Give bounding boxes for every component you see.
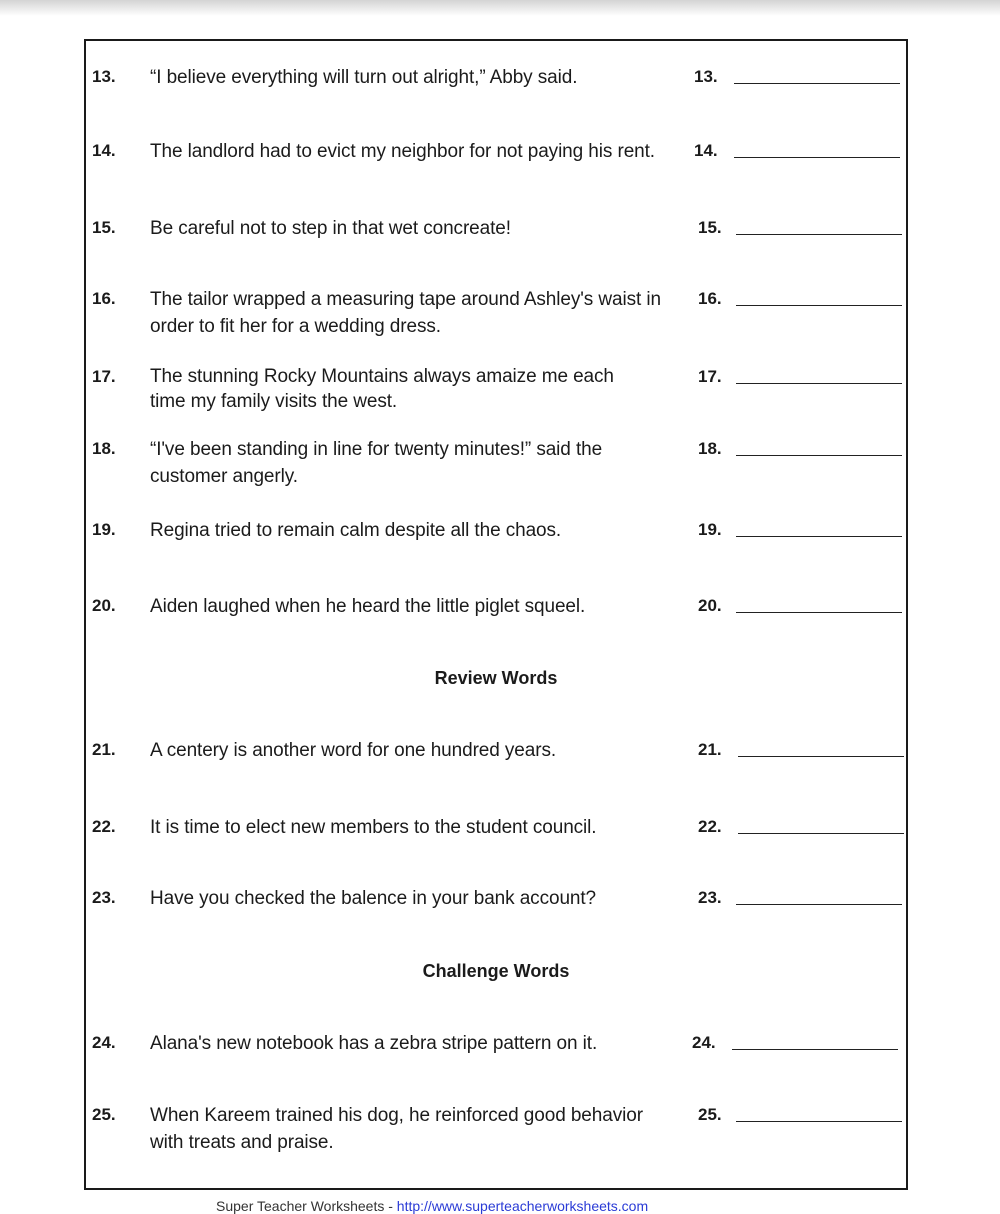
question-number: 17. xyxy=(92,367,116,386)
question-number: 20. xyxy=(92,596,116,615)
answer-number: 22. xyxy=(698,817,722,836)
challenge-words-heading: Challenge Words xyxy=(422,961,570,981)
viewer-top-edge xyxy=(0,0,1000,16)
answer-number: 25. xyxy=(698,1105,722,1124)
answer-blank[interactable] xyxy=(732,1049,898,1050)
answer-blank[interactable] xyxy=(734,83,900,84)
footer-link[interactable]: http://www.superteacherworksheets.com xyxy=(396,1198,649,1214)
question-number: 14. xyxy=(92,141,116,160)
question-number: 18. xyxy=(92,439,116,458)
footer-credit xyxy=(216,1198,648,1214)
answer-blank[interactable] xyxy=(736,536,902,537)
answer-blank[interactable] xyxy=(736,383,902,384)
question-sentence: “I believe everything will turn out alright,” Abby said. xyxy=(150,67,578,88)
question-sentence: Aiden laughed when he heard the little piglet squeel. xyxy=(150,596,586,617)
worksheet-box xyxy=(84,39,908,1190)
question-19 xyxy=(86,517,906,577)
question-22 xyxy=(86,814,906,874)
question-number: 21. xyxy=(92,740,116,759)
question-number: 13. xyxy=(92,67,116,86)
question-16 xyxy=(86,286,906,346)
footer-credit-text: Super Teacher Worksheets - xyxy=(216,1198,397,1214)
question-number: 23. xyxy=(92,888,116,907)
answer-blank[interactable] xyxy=(738,756,904,757)
answer-number: 16. xyxy=(698,289,722,308)
question-25 xyxy=(86,1102,906,1162)
answer-blank[interactable] xyxy=(736,612,902,613)
question-18 xyxy=(86,436,906,496)
question-23 xyxy=(86,885,906,945)
question-sentence: “I've been standing in line for twenty minutes!” said the customer angerly. xyxy=(150,439,603,487)
answer-blank[interactable] xyxy=(736,904,902,905)
answer-number: 21. xyxy=(698,740,722,759)
question-sentence: The landlord had to evict my neighbor for not paying his rent. xyxy=(150,141,655,162)
answer-number: 14. xyxy=(694,141,718,160)
question-number: 19. xyxy=(92,520,116,539)
question-24 xyxy=(86,1030,906,1090)
question-sentence: The stunning Rocky Mountains always amaize me each time my family visits the west. xyxy=(150,366,614,412)
answer-number: 13. xyxy=(694,67,718,86)
question-sentence: Have you checked the balence in your bank account? xyxy=(150,888,597,909)
question-sentence: Regina tried to remain calm despite all the chaos. xyxy=(150,520,562,541)
question-number: 24. xyxy=(92,1033,116,1052)
question-15 xyxy=(86,215,906,275)
answer-number: 23. xyxy=(698,888,722,907)
question-number: 16. xyxy=(92,289,116,308)
answer-number: 20. xyxy=(698,596,722,615)
question-number: 15. xyxy=(92,218,116,237)
question-21 xyxy=(86,737,906,797)
question-14 xyxy=(86,138,906,198)
answer-number: 19. xyxy=(698,520,722,539)
answer-blank[interactable] xyxy=(736,1121,902,1122)
question-sentence: It is time to elect new members to the student council. xyxy=(150,817,597,838)
question-13 xyxy=(86,64,906,124)
answer-number: 24. xyxy=(692,1033,716,1052)
answer-blank[interactable] xyxy=(736,305,902,306)
answer-blank[interactable] xyxy=(736,234,902,235)
answer-number: 17. xyxy=(698,367,722,386)
question-sentence: A centery is another word for one hundred years. xyxy=(150,740,557,761)
question-number: 22. xyxy=(92,817,116,836)
question-sentence: Alana's new notebook has a zebra stripe pattern on it. xyxy=(150,1033,598,1054)
question-17 xyxy=(86,364,906,424)
answer-blank[interactable] xyxy=(734,157,900,158)
question-20 xyxy=(86,593,906,653)
question-number: 25. xyxy=(92,1105,116,1124)
question-sentence: The tailor wrapped a measuring tape around Ashley's waist in order to fit her for a wedding dress. xyxy=(150,289,661,337)
answer-number: 18. xyxy=(698,439,722,458)
review-words-heading: Review Words xyxy=(434,668,558,688)
question-sentence: When Kareem trained his dog, he reinforced good behavior with treats and praise. xyxy=(150,1105,643,1153)
answer-number: 15. xyxy=(698,218,722,237)
answer-blank[interactable] xyxy=(738,833,904,834)
question-sentence: Be careful not to step in that wet concreate! xyxy=(150,218,511,239)
answer-blank[interactable] xyxy=(736,455,902,456)
